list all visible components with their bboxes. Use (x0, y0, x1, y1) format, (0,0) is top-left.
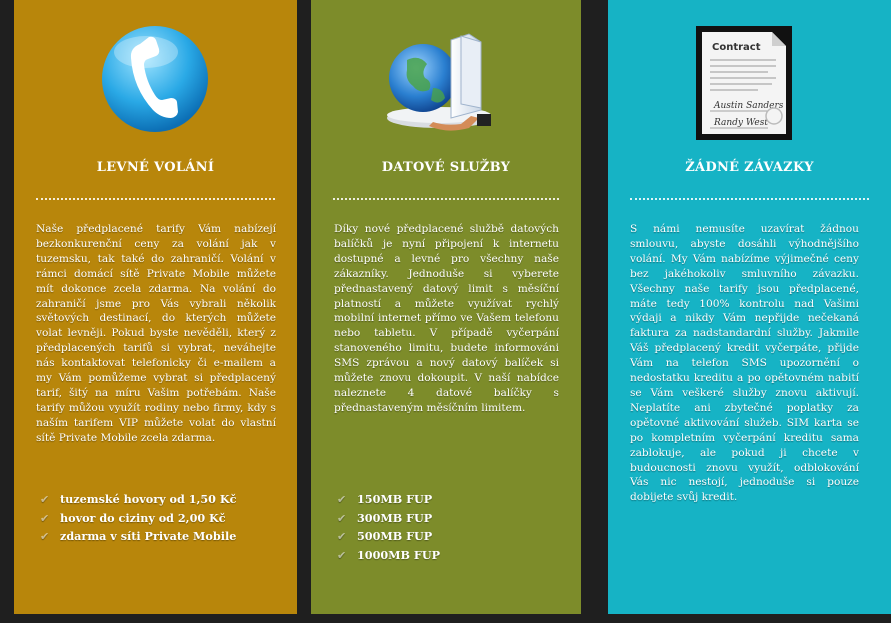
feature-item (337, 527, 440, 546)
feature-item (40, 527, 236, 546)
feature-column-data-services (311, 0, 581, 614)
feature-label: tuzemské hovory od 1,50 Kč (60, 492, 237, 506)
feature-column-no-commitments (608, 0, 891, 614)
column-title: LEVNÉ VOLÁNÍ (96, 160, 215, 175)
feature-item (337, 509, 440, 528)
contract-icon-wrap (608, 22, 891, 142)
feature-label: 150MB FUP (357, 492, 433, 506)
feature-item (40, 490, 236, 509)
feature-item (337, 546, 440, 565)
check-icon: ✔ (337, 530, 347, 543)
feature-item (40, 509, 236, 528)
contract-heading: Contract (712, 42, 761, 53)
check-icon: ✔ (40, 530, 50, 543)
column-title: ŽÁDNÉ ZÁVAZKY (685, 160, 814, 175)
feature-label: 300MB FUP (357, 510, 433, 525)
contract-signature-1: Austin Sanders (714, 101, 784, 111)
check-icon: ✔ (337, 511, 347, 525)
feature-column-cheap-calls (14, 0, 297, 614)
check-icon: ✔ (40, 511, 50, 525)
feature-list (40, 490, 236, 546)
feature-label: hovor do ciziny od 2,00 Kč (60, 510, 226, 525)
contract-signature-2: Randy West (714, 118, 768, 128)
feature-item (337, 490, 440, 509)
globe-folder-icon (311, 22, 581, 142)
dotted-divider (630, 198, 869, 200)
check-icon: ✔ (337, 493, 347, 506)
column-description: Naše předplacené tarify Vám nabízejí bezkonkurenční ceny za volání jak v tuzemsku, tak také do zahraničí. Volání v rámci domácí sítě Private Mobile můžete mít dokonce zcela zdarma. Na volání do zahraničí jsme pro Vás vybrali několik světových destinací, do kterých můžete volat levněji. Pokud byste nevěděli, který z předplacených tarifů si vybrat, neváhejte nás kontaktovat telefonicky či e-mailem a my Vám pomůžeme vybrat si předplacený tarif, šitý na míru Vašim potřebám. Naše tarify můžou využít rodiny nebo firmy, kdy s naším tarifem VIP můžete volat do vlastní sítě Private Mobile zcela zdarma. (36, 223, 276, 444)
contract-icon (608, 22, 891, 142)
feature-list (337, 490, 440, 564)
phone-icon-wrap (14, 22, 297, 142)
globe-folder-icon-wrap (311, 22, 581, 142)
feature-label: 1000MB FUP (357, 547, 440, 562)
column-description: Díky nové předplacené službě datových balíčků je nyní připojení k internetu dostupné a levné pro všechny naše zákazníky. Jednoduše si vyberete přednastavený datový limit s měsíční platností a můžete využívat rychlý mobilní internet přímo ve Vašem telefonu nebo tabletu. V případě vyčerpání stanoveného limitu, budete informováni SMS zprávou a nový datový balíček si můžete znovu dokoupit. V naší nabídce naleznete 4 datové balíčky s přednastaveným měsíčním limitem. (334, 223, 559, 414)
dotted-divider (333, 198, 559, 200)
feature-label: 500MB FUP (357, 529, 433, 543)
dotted-divider (36, 198, 275, 200)
column-title: DATOVÉ SLUŽBY (381, 160, 511, 175)
feature-label: zdarma v síti Private Mobile (60, 529, 237, 543)
phone-icon (14, 22, 297, 142)
check-icon: ✔ (337, 548, 347, 562)
check-icon: ✔ (40, 493, 50, 506)
column-description: S námi nemusíte uzavírat žádnou smlouvu, abyste dosáhli výhodnějšího volání. My Vám nabízíme výjimečné ceny bez jakéhokoliv smluvního závazku. Všechny naše tarify jsou předplacené, máte tedy 100% kontrolu nad Vašimi výdaji a nikdy Vám nepřijde nečekaná faktura za nadstandardní služby. Jakmile Váš předplacený kredit vyčerpáte, přijde Vám na telefon SMS upozornění o nedostatku kreditu a po opětovném nabití se Vám veškeré služby znovu aktivují. Neplatíte ani zbytečné poplatky za opětovné aktivování služeb. SIM karta se po kompletním vyčerpání kreditu sama zablokuje, ale pokud ji chcete v budoucnosti znovu využít, odblokování Vás nic nestojí, jednoduše si pouze dobijete svůj kredit. (630, 223, 859, 504)
